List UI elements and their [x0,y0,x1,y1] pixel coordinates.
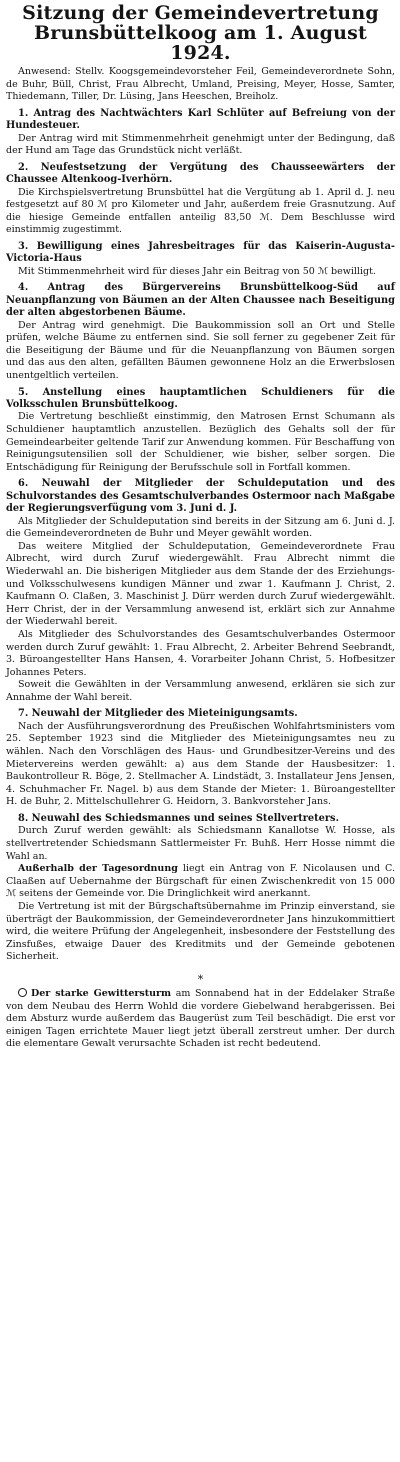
agenda-item-heading: 2. Neufestsetzung der Vergütung des Chausseewärters der Chaussee Altenkoog-Iverhörn. [6,161,395,186]
agenda-paragraph [6,863,395,901]
agenda-item-body: Der Antrag wird mit Stimmenmehrheit genehmigt unter der Bedingung, daß der Hund am Tage das Grundstück nicht verläßt. [6,132,395,157]
agenda-item-heading: 3. Bewilligung eines Jahresbeitrages für das Kaiserin-Augusta-Victoria-Haus [6,240,395,265]
agenda-item-body [6,516,395,705]
section-divider: * [197,972,204,986]
agenda-item-body: Nach der Ausführungsverordnung des Preußischen Wohlfahrtsministers vom 25. September 1923 sind die Mitglieder des Mieteinigungsamtes neu zu wählen. Nach den Vorschlägen des Haus- und Grundbesitzer-Vereins und des Mietervereins werden gewählt: a) aus dem Stande der Hausbesitzer: 1. Baukontrolleur R. Böge, 2. Stellmacher A. Lindstädt, 3. Installateur Jens Jensen, 4. Schuhmacher Fr. Nagel. b) aus dem Stande der Mieter: 1. Büroangestellter H. de Buhr, 2. Mittelschullehrer G. Heidorn, 3. Bankvorsteher Jans. [6,720,395,808]
extra-agenda-text: liegt ein Antrag von F. Nicolausen und C. Claaßen auf Uebernahme der Bürgschaft für einen Zwischenkredit von 15 000 ℳ seitens der Gemeinde vor. Die Dringlichkeit wird anerkannt. [6,863,395,900]
agenda-item-body [6,863,395,964]
agenda-item-body: Mit Stimmenmehrheit wird für dieses Jahr ein Beitrag von 50 ℳ bewilligt. [18,265,376,277]
storm-notice-text: am Sonnabend hat in der Eddelaker Straße von dem Neubau des Herrn Wohld die vordere Giebelwand herabgerissen. Bei dem Absturz wurde außerdem das Baugerüst zum Teil beschädigt. Die erst vor einigen Tagen errichtete Mauer liegt jetzt überall zerstreut umher. Der durch die elementare Gewalt verursachte Schaden ist recht bedeutend. [6,987,395,1050]
agenda-item-body: Die Kirchspielsvertretung Brunsbüttel hat die Vergütung ab 1. April d. J. neu festgesetzt auf 80 ℳ pro Kilometer und Jahr, außerdem freie Grasnutzung. Auf die hiesige Gemeinde entfallen anteilig 83,50 ℳ. Dem Beschlusse wird einstimmig zugestimmt. [6,186,395,236]
agenda-item-heading: 6. Neuwahl der Mitglieder der Schuldeputation und des Schulvorstandes des Gesamtschulverbandes Ostermoor nach Maßgabe der Regierungsverfügung vom 3. Juni d. J. [6,478,396,515]
agenda-item-7 [6,708,395,809]
agenda-paragraph: Das weitere Mitglied der Schuldeputation, Gemeindeverordnete Frau Albrecht, wird durch Zuruf wiedergewählt. Frau Albrecht nimmt die Wiederwahl an. Die bisherigen Mitglieder aus dem Stande der des Erziehungs- und Volksschulwesens kundigen Männer und zwar 1. Kaufmann J. Christ, 2. Kaufmann O. Claßen, 3. Maschinist J. Dürr werden durch Zuruf wiedergewählt. Herr Christ, der in der Versammlung anwesend ist, erklärt sich zur Annahme der Wiederwahl bereit. [6,540,395,628]
article-title-line-2: Brunsbüttelkoog am 1. August 1924. [34,22,367,64]
agenda-item-heading: 5. Anstellung eines hauptamtlichen Schuldieners für die Volksschulen Brunsbüttelkoog. [6,386,395,410]
extra-agenda-item [6,863,395,964]
agenda-item-body: Durch Zuruf werden gewählt: als Schiedsmann Kanallotse W. Hosse, als stellvertretender Schiedsmann Sattlermeister Fr. Buhß. Herr Hosse nimmt die Wahl an. [6,825,395,862]
storm-notice [6,988,395,1051]
agenda-item-4 [6,282,395,382]
agenda-paragraph: Soweit die Gewählten in der Versammlung anwesend, erklären sie sich zur Annahme der Wahl bereit. [6,679,395,703]
storm-notice-lead: Der starke Gewittersturm [31,987,172,999]
agenda-item-heading: 8. Neuwahl des Schiedsmannes und seines Stellvertreters. [18,813,339,825]
agenda-item-heading: 4. Antrag des Bürgervereins Brunsbüttelkoog-Süd auf Neuanpflanzung von Bäumen an der Alten Chaussee nach Beseitigung der alten abgestorbenen Bäume. [6,282,395,319]
agenda-item-heading: 1. Antrag des Nachtwächters Karl Schlüter auf Befreiung von der Hundesteuer. [6,107,395,132]
agenda-item-5 [6,387,395,475]
agenda-paragraph: Als Mitglieder der Schuldeputation sind bereits in der Sitzung am 6. Juni d. J. die Gemeindeverordneten de Buhr und Meyer gewählt worden. [6,515,395,540]
agenda-item-body: Der Antrag wird genehmigt. Die Baukommission soll an Ort und Stelle prüfen, welche Bäume zu entfernen sind. Sie soll ferner zu gegebener Zeit für die Beseitigung der Bäume und für die Neuanpflanzung von Bäumen sorgen und das aus den alten, gefällten Bäumen gewonnene Holz an die Erwerbslosen unentgeltlich verteilen. [6,319,395,381]
circle-bullet-icon [18,988,27,997]
agenda-item-heading: 7. Neuwahl der Mitglieder des Mieteinigungsamts. [18,708,298,720]
agenda-item-3 [6,241,395,278]
agenda-item-6 [6,478,395,704]
article-title-line-1: Sitzung der Gemeindevertretung [22,2,379,24]
extra-agenda-heading: Außerhalb der Tagesordnung [18,863,178,875]
agenda-paragraph: Die Vertretung ist mit der Bürgschaftsübernahme im Prinzip einverstand, sie überträgt der Baukommission, der Gemeindeverordneter Jans hinzukommittiert wird, die weitere Prüfung der Angelegenheit, insbesondere der Feststellung des Zinsfußes, etwaige Dauer des Kreditmits und der Gemeinde gebotenen Sicherheit. [6,901,395,963]
agenda-item-1 [6,108,395,158]
article-header [6,3,395,63]
agenda-paragraph: Als Mitglieder des Schulvorstandes des Gesamtschulverbandes Ostermoor werden durch Zuruf gewählt: 1. Frau Albrecht, 2. Arbeiter Behrend Seebrandt, 3. Büroangestellter Hans Hansen, 4. Vorarbeiter Johann Christ, 5. Hofbesitzer Johannes Peters. [6,628,395,678]
agenda-item-2 [6,162,395,237]
agenda-item-body: Die Vertretung beschließt einstimmig, den Matrosen Ernst Schumann als Schuldiener hauptamtlich anzustellen. Bezüglich des Gehalts soll der für Gemeindearbeiter geltende Tarif zur Anwendung kommen. Für Beschaffung von Reinigungsutensilien soll der Schuldiener, wie bisher, selber sorgen. Die Entschädigung für Reinigung der Berufsschule soll in Fortfall kommen. [6,411,395,473]
agenda-item-8 [6,813,395,863]
attendance-roster: Anwesend: Stellv. Koogsgemeindevorsteher Feil, Gemeindeverordnete Sohn, de Buhr, Büll, Christ, Frau Albrecht, Umland, Preising, Meyer, Hosse, Samter, Thiedemann, Tiller, Dr. Lüsing, Jans Heeschen, Breiholz. [6,66,395,103]
